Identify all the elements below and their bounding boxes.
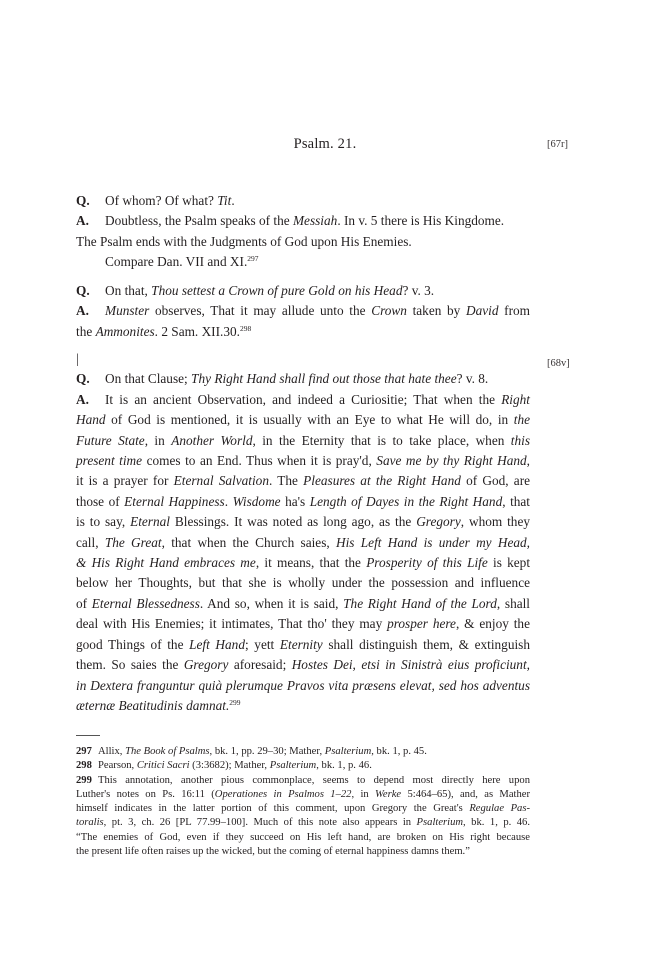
fn299-l2-italic-2: Werke (375, 788, 402, 800)
a2-text-2: taken by (406, 303, 466, 319)
a3-l13-text-2: ; yett (244, 636, 280, 652)
a3-l4-italic-2: Save me by thy Right Hand (376, 453, 527, 469)
a2-italic-1: Munster (105, 303, 150, 319)
fn298-italic: Critici Sacri (136, 760, 190, 772)
q2-italic: Thou settest a Crown of pure Gold on his Head (151, 283, 403, 298)
a3-l12-text: deal with His Enemies; it intimates, That tho' they may (76, 616, 388, 632)
answer-3-line-5 (76, 471, 530, 491)
page-break-mark: | (76, 351, 79, 366)
a3-l3-italic-3: this (510, 432, 531, 448)
fn299-l2-italic: Operationes in Psalmos 1–22 (214, 788, 352, 800)
a3-l8-italic: The Great (104, 534, 162, 550)
a2-italic-2: Crown (371, 303, 407, 319)
a3-l4-text: comes to an End. Thus when it is pray'd, (142, 453, 377, 469)
answer-3-line-4 (76, 451, 530, 471)
footnote-297 (76, 745, 530, 759)
answer-3-line-10: below her Thoughts, but that she is wholly under the possession and influence (76, 575, 530, 591)
answer-1-line-2: The Psalm ends with the Judgments of God upon His Enemies. (76, 233, 412, 249)
a3-l2-text: of God is mentioned, it is usually with an Eye to what He will do, in (105, 412, 514, 428)
a3-l5-italic: Eternal Salvation (173, 473, 269, 489)
a3-l2-italic-2: the (513, 412, 530, 428)
footnote-299-line-3 (76, 802, 530, 816)
a3-l6-text-4: , that (502, 493, 531, 509)
footnote-ref-298: 298 (240, 323, 252, 333)
a3-l8-italic-2: His Left Hand is under my Head, (336, 534, 530, 550)
a-label: A. (76, 303, 89, 319)
a3-l9-text: , it means, that the (255, 555, 367, 571)
a3-l11-italic: Eternal Blessedness (91, 595, 200, 611)
question-2-line (76, 281, 530, 301)
a3-l13-italic: Left Hand (189, 636, 245, 652)
q2-text: On that, (105, 283, 152, 298)
a3-l14-text-2: aforesaid; (228, 657, 292, 673)
question-3-line (76, 369, 530, 389)
a3-l12-text-2: , & enjoy the (455, 616, 530, 632)
fn298-text: Pearson, (98, 760, 137, 772)
answer-3-line-7 (76, 512, 530, 532)
footnote-299-line-6: the present life often raises up the wicked, but the coming of eternal happiness damns them.” (76, 846, 470, 858)
a3-l14-text: them. So saies the (76, 657, 184, 673)
folio-marker-top: [67r] (547, 139, 568, 150)
question-1-block (76, 191, 530, 273)
a3-l8-text: call, (76, 534, 105, 550)
a3-l7-text: is to say, (76, 514, 131, 530)
footnote-rule (76, 735, 100, 736)
a3-l13-text-3: shall distinguish them, & extinguish (322, 636, 530, 652)
footnote-ref-299: 299 (229, 697, 241, 707)
footnote-ref-297: 297 (247, 254, 259, 264)
q1-text: Of whom? Of what? (105, 193, 218, 208)
fn298-text-3: , bk. 1, p. 46. (316, 760, 372, 772)
a3-l7-italic: Eternal (130, 514, 170, 530)
a3-l5-italic-2: Pleasures at the Right Hand (303, 473, 461, 489)
answer-3-line-8 (76, 533, 530, 553)
answer-3-line-9 (76, 553, 530, 573)
a3-l13-text: good Things of the (76, 636, 190, 652)
q3-italic: Thy Right Hand shall find out those that hate thee (191, 371, 457, 387)
a3-l3-italic: Future State (76, 432, 145, 448)
a2-italic-3: David (465, 303, 499, 319)
footnote-299-line-1 (76, 774, 530, 788)
q3-text-end: ? v. 8. (456, 371, 489, 387)
fn298-italic-2: Psalterium (269, 760, 317, 772)
a2-text-5: . 2 Sam. XII.30. (154, 323, 240, 339)
fn297-text: Allix, (98, 746, 126, 757)
q1-italic: Tit (217, 193, 232, 208)
a3-l2-italic: Hand (76, 412, 106, 428)
fn297-text-3: , bk. 1, p. 45. (371, 746, 427, 757)
a2-text-1: observes, That it may allude unto the (149, 303, 372, 319)
a3-l9-italic: & His Right Hand embraces me (76, 555, 256, 571)
a3-l14-italic: Gregory (183, 657, 229, 673)
a3-l5-text: it is a prayer for (76, 473, 174, 489)
answer-3-line-15 (76, 676, 530, 696)
a3-l3-text: , in (144, 432, 172, 448)
a3-l11-text: of (76, 595, 92, 611)
answer-1-line-1 (76, 211, 530, 231)
footnote-number: 297 (76, 746, 92, 757)
a3-l9-text-2: is kept (487, 555, 531, 571)
a2-text-3: from (498, 303, 530, 319)
a3-l6-italic-3: Length of Dayes in the Right Hand (309, 493, 503, 509)
answer-3-line-13 (76, 635, 530, 655)
a3-l9-italic-2: Prosperity of this Life (366, 555, 488, 571)
q-label: Q. (76, 283, 90, 298)
answer-3-line-3 (76, 431, 530, 451)
answer-2-line-2 (76, 322, 530, 342)
answer-3-line-2 (76, 410, 530, 430)
q-label: Q. (76, 193, 90, 208)
fn299-l2-text-2: , in (351, 788, 376, 800)
a3-l6-italic-2: Wisdome (232, 493, 281, 509)
fn297-text-2: , bk. 1, pp. 29–30; Mather, (209, 746, 325, 757)
a3-l14-italic-2: Hostes Dei, etsi in Sinistrà eius proficiunt, (291, 657, 530, 673)
a3-l4-italic: present time (76, 453, 143, 469)
q1-text-end: . (231, 193, 235, 208)
a3-l6-text: those of (76, 493, 125, 509)
a3-l1-text: It is an ancient Observation, and indeed a Curiositie; That when the (105, 391, 502, 407)
a-label: A. (76, 391, 89, 407)
q3-text: On that Clause; (105, 371, 192, 387)
footnote-299-line-4 (76, 816, 530, 830)
a1-text-end: . In v. 5 there is His Kingdome. (337, 213, 505, 229)
a1-text: Doubtless, the Psalm speaks of the (105, 213, 293, 229)
fn298-text-2: (3:3682); Mather, (189, 760, 270, 772)
footnote-number: 298 (76, 760, 92, 772)
a3-l5-text-2: . The (268, 473, 304, 489)
question-3-block (76, 349, 530, 716)
fn299-l4-text-2: , bk. 1, p. 46. (463, 817, 530, 829)
folio-marker-mid: [68v] (547, 358, 570, 369)
answer-2-line-1 (76, 301, 530, 321)
a3-l7-text-3: , whom they (460, 514, 531, 530)
a3-l16-italic: æternæ Beatitudinis damnat. (76, 697, 230, 713)
footnote-299-line-2 (76, 788, 530, 802)
a3-l1-italic: Right (501, 391, 530, 407)
fn297-italic-2: Psalterium (324, 746, 372, 757)
a2-italic-4: Ammonites (95, 323, 155, 339)
footnote-number: 299 (76, 774, 92, 786)
a3-l7-text-2: Blessings. It was noted as long ago, as the (169, 514, 417, 530)
a2-text-4: the (76, 323, 96, 339)
a3-l13-italic-2: Eternity (279, 636, 323, 652)
a1-italic: Messiah (292, 213, 338, 229)
answer-3-line-11 (76, 594, 530, 614)
answer-1-line-3 (76, 252, 530, 272)
fn299-l3-text: himself indicates in the latter portion of this comment, upon Gregory the Great's (76, 803, 470, 815)
q-label: Q. (76, 371, 90, 387)
fn299-l2-text-3: 5:464–65), and, as Mather (401, 788, 530, 800)
footnote-299-line-5: “The enemies of God, even if they succeed on His left hand, are broken on His right because (76, 831, 530, 843)
question-1-line (76, 191, 530, 211)
a3-l3-italic-2: Another World (171, 432, 253, 448)
footnote-298 (76, 759, 530, 773)
a3-l4-text-2: , (526, 453, 530, 469)
fn297-italic: The Book of Psalms (125, 746, 210, 757)
a3-l15-italic: in Dextera franguntur quià plerumque Pravos vita præsens elevat, sed hos adventus (76, 677, 530, 693)
question-2-block (76, 281, 530, 342)
footnotes (76, 745, 530, 859)
a3-l7-italic-2: Gregory (416, 514, 461, 530)
a3-l6-text-3: ha's (280, 493, 310, 509)
a3-l12-italic: prosper here (387, 616, 456, 632)
a3-l6-text-2: . (224, 493, 233, 509)
fn299-l4-italic-2: Psalterium (416, 817, 464, 829)
fn299-l4-text: , pt. 3, ch. 26 [PL 77.99–100]. Much of this note also appears in (103, 817, 417, 829)
fn299-l1: This annotation, another pious commonplace, seems to depend most directly here upon (98, 774, 530, 786)
a3-l11-text-3: , shall (496, 595, 531, 611)
a3-l3-text-2: , in the Eternity that is to take place, when (252, 432, 511, 448)
a1-compare: Compare Dan. VII and XI. (105, 254, 248, 270)
fn299-l2-text: Luther's notes on Ps. 16:11 ( (76, 788, 215, 800)
a3-l8-text-2: , that when the Church saies, (161, 534, 336, 550)
answer-3-line-12 (76, 614, 530, 634)
answer-3-line-1 (76, 390, 530, 410)
answer-3-line-14 (76, 655, 530, 675)
a-label: A. (76, 213, 89, 229)
page-title: Psalm. 21. (293, 136, 357, 152)
answer-3-line-16 (76, 696, 530, 716)
answer-3-line-6 (76, 492, 530, 512)
q2-text-end: ? v. 3. (402, 283, 435, 298)
fn299-l4-italic: toralis (76, 817, 104, 829)
a3-l5-text-3: of God, are (460, 473, 531, 489)
a3-l6-italic: Eternal Happiness (124, 493, 225, 509)
fn299-l3-italic: Regulae Pas- (469, 803, 531, 815)
a3-l11-italic-2: The Right Hand of the Lord (343, 595, 497, 611)
a3-l11-text-2: . And so, when it is said, (199, 595, 344, 611)
